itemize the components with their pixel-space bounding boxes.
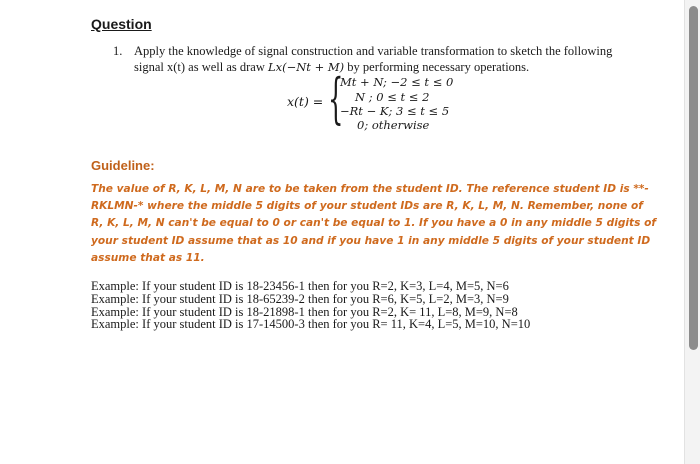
- equation-case-3: −Rt − K; 3 ≤ t ≤ 5: [340, 104, 450, 118]
- equation-case-4: 0; otherwise: [357, 118, 430, 132]
- vertical-scrollbar[interactable]: [689, 6, 698, 350]
- guideline-line: RKLMN-* where the middle 5 digits of your student IDs are R, K, L, M, N. Remember, none of: [91, 200, 643, 213]
- examples-list: [91, 280, 530, 331]
- question-text-line-1: Apply the knowledge of signal construction and variable transformation to sketch the following: [134, 44, 613, 58]
- example-line: Example: If your student ID is 18-23456-1 then for you R=2, K=3, L=4, M=5, N=6: [91, 279, 509, 293]
- guideline-line: your student ID assume that as 10 and if you have 1 in any middle 5 digits of your student ID: [91, 234, 651, 247]
- transform-expression: Lx(−Nt + M): [268, 60, 345, 74]
- example-line: Example: If your student ID is 18-65239-2 then for you R=6, K=5, L=2, M=3, N=9: [91, 291, 509, 306]
- piecewise-brace: {: [328, 67, 344, 130]
- question-text-suffix: by performing necessary operations.: [344, 60, 530, 74]
- guideline-line: assume that as 11.: [91, 251, 205, 264]
- guideline-body: [91, 181, 656, 267]
- example-line: Example: If your student ID is 17-14500-3 then for you R= 11, K=4, L=5, M=10, N=10: [91, 317, 531, 332]
- equation-case-2: N ; 0 ≤ t ≤ 2: [355, 90, 430, 104]
- question-heading: Question: [91, 16, 152, 32]
- guideline-line: The value of R, K, L, M, N are to be taken from the student ID. The reference student ID is **-: [91, 183, 649, 195]
- equation-lhs: x(t) =: [287, 94, 324, 109]
- example-line: Example: If your student ID is 18-21898-1 then for you R=2, K= 11, L=8, M=9, N=8: [91, 304, 518, 319]
- guideline-title: Guideline:: [91, 158, 155, 173]
- question-number: 1.: [113, 44, 123, 58]
- guideline-line: R, K, L, M, N can't be equal to 0 or can't be equal to 1. If you have a 0 in any middle 5 digits of: [91, 217, 656, 230]
- question-text-prefix: signal x(t) as well as draw: [134, 60, 268, 74]
- equation-case-1: Mt + N; −2 ≤ t ≤ 0: [340, 75, 454, 89]
